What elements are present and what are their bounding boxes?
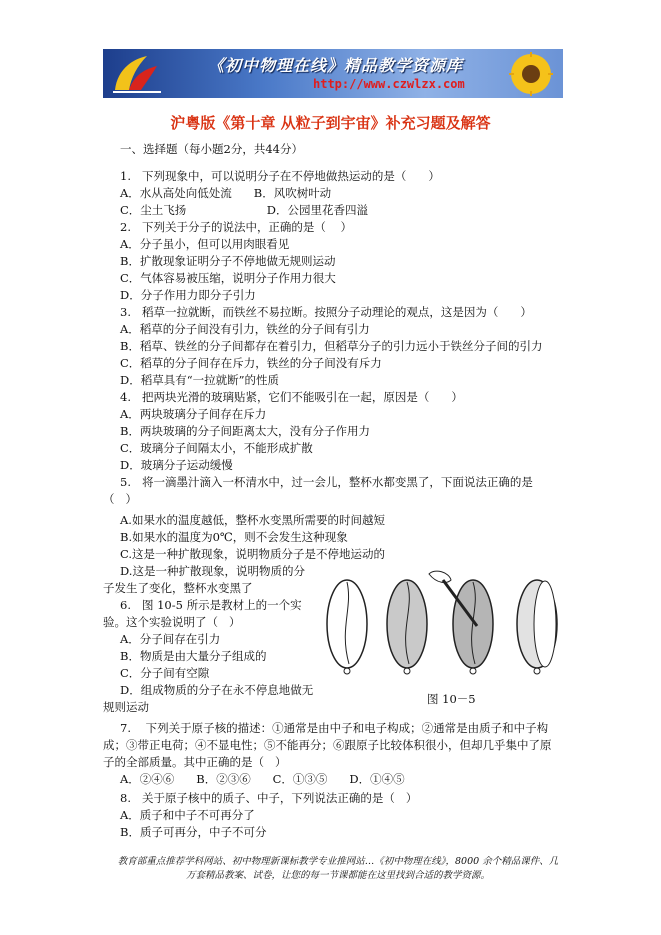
text-line: 成；③带正电荷；④不显电性；⑤不能再分；⑥跟原子比较体积很小，但却几乎集中了原 bbox=[103, 738, 552, 752]
text-line: 8. 关于原子核中的质子、中子，下列说法正确的是（ ） bbox=[120, 791, 418, 805]
text-line: A．②④⑥ B．②③⑥ C．①③⑤ D．①④⑤ bbox=[120, 772, 405, 786]
figure-10-5-diagram bbox=[325, 568, 565, 680]
text-line: B．两块玻璃的分子间距离太大，没有分子作用力 bbox=[120, 424, 370, 438]
footer-line-2: 万套精品教案、试卷，让您的每一节课都能在这里找到合适的教学资源。 bbox=[185, 870, 490, 881]
text-line: （ ） bbox=[103, 492, 137, 506]
text-line: A．水从高处向低处流 B．风吹树叶动 bbox=[120, 186, 332, 200]
text-line: 规则运动 bbox=[103, 700, 149, 714]
text-line: C．分子间有空隙 bbox=[120, 666, 210, 680]
wire-ring-3 bbox=[429, 571, 493, 674]
text-line: C．稻草的分子间存在斥力，铁丝的分子间没有斥力 bbox=[120, 356, 382, 370]
text-line: D．组成物质的分子在永不停息地做无 bbox=[120, 683, 314, 697]
banner-url[interactable]: http://www.czwlzx.com bbox=[313, 77, 465, 91]
figure-caption: 图 10－5 bbox=[427, 692, 476, 706]
text-line: D.这是一种扩散现象，说明物质的分 bbox=[120, 564, 305, 578]
text-line: B．扩散现象证明分子不停地做无规则运动 bbox=[120, 254, 336, 268]
text-line: A．质子和中子不可再分了 bbox=[120, 808, 255, 822]
text-line: C．玻璃分子间隔太小，不能形成扩散 bbox=[120, 441, 313, 455]
text-line: 2. 下列关于分子的说法中，正确的是（ ） bbox=[120, 220, 353, 234]
text-line: C．气体容易被压缩，说明分子作用力很大 bbox=[120, 271, 336, 285]
text-line: 4. 把两块光滑的玻璃贴紧，它们不能吸引在一起，原因是（ ） bbox=[120, 390, 463, 404]
text-line: 子发生了变化，整杯水变黑了 bbox=[103, 581, 253, 595]
page-footer bbox=[88, 855, 588, 883]
document-title: 沪粤版《第十章 从粒子到宇宙》补充习题及解答 bbox=[170, 114, 491, 132]
text-line: 1. 下列现象中，可以说明分子在不停地做热运动的是（ ） bbox=[120, 169, 440, 183]
text-line: B.如果水的温度为0℃，则不会发生这种现象 bbox=[120, 530, 348, 544]
text-line: 6. 图 10-5 所示是教材上的一个实 bbox=[120, 598, 302, 612]
section-header: 一、选择题（每小题2分，共44分） bbox=[120, 142, 303, 156]
site-logo-icon bbox=[107, 52, 165, 94]
text-line: 5. 将一滴墨汁滴入一杯清水中，过一会儿，整杯水都变黑了，下面说法正确的是 bbox=[120, 475, 533, 489]
site-banner bbox=[103, 49, 563, 98]
text-line: 验。这个实验说明了（ ） bbox=[103, 615, 241, 629]
text-line: D．玻璃分子运动缓慢 bbox=[120, 458, 233, 472]
wire-ring-1 bbox=[327, 580, 367, 674]
text-line: A．分子虽小，但可以用肉眼看见 bbox=[120, 237, 290, 251]
text-line: C.这是一种扩散现象，说明物质分子是不停地运动的 bbox=[120, 547, 386, 561]
text-line: 3. 稻草一拉就断，而铁丝不易拉断。按照分子动理论的观点，这是因为（ ） bbox=[120, 305, 532, 319]
text-line: D．稻草具有“一拉就断”的性质 bbox=[120, 373, 279, 387]
text-line: 7. 下列关于原子核的描述：①通常是由中子和电子构成；②通常是由质子和中子构 bbox=[120, 721, 549, 735]
banner-title: 《初中物理在线》精品教学资源库 bbox=[208, 56, 464, 75]
text-line: D．分子作用力即分子引力 bbox=[120, 288, 256, 302]
wire-ring-4 bbox=[517, 580, 557, 674]
wire-ring-2 bbox=[387, 580, 427, 674]
text-line: 子的全部质量。其中正确的是（ ） bbox=[103, 755, 287, 769]
text-line: B．物质是由大量分子组成的 bbox=[120, 649, 267, 663]
text-line: B．稻草、铁丝的分子间都存在着引力，但稻草分子的引力远小于铁丝分子间的引力 bbox=[120, 339, 543, 353]
footer-line-1: 教育部重点推荐学科网站、初中物理新课标教学专业推网站…《初中物理在线》，8000 余个精品课件、几 bbox=[117, 856, 559, 867]
text-line: A．分子间存在引力 bbox=[120, 632, 221, 646]
sunflower-icon bbox=[503, 51, 559, 97]
text-line: A．两块玻璃分子间存在斥力 bbox=[120, 407, 267, 421]
text-line: C．尘土飞扬 D．公园里花香四溢 bbox=[120, 203, 368, 217]
text-line: A．稻草的分子间没有引力，铁丝的分子间有引力 bbox=[120, 322, 370, 336]
text-line: A.如果水的温度越低，整杯水变黑所需要的时间越短 bbox=[120, 513, 385, 527]
text-line: B．质子可再分，中子不可分 bbox=[120, 825, 267, 839]
